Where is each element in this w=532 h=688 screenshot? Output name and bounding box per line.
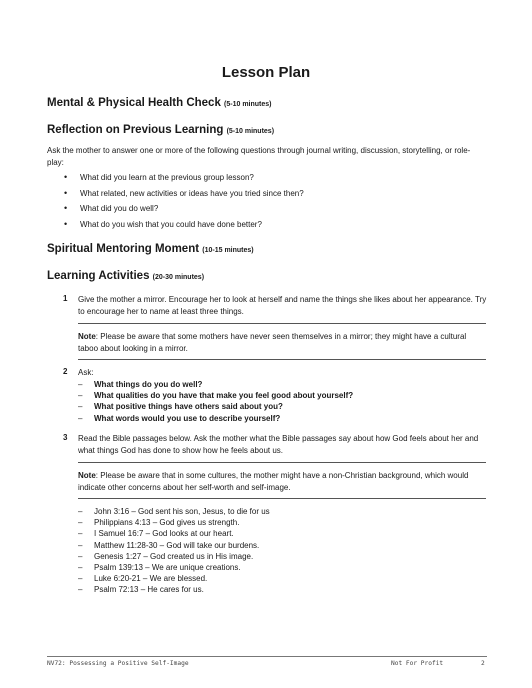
activity-1-text: Give the mother a mirror. Encourage her to look at herself and name the things she likes about her appearance. Try to encourage her to name at least three things. bbox=[78, 295, 487, 316]
list-item: – I Samuel 16:7 – God looks at our heart. bbox=[78, 528, 270, 539]
health-check-duration: (5-10 minutes) bbox=[224, 101, 272, 108]
reflection-duration: (5-10 minutes) bbox=[226, 128, 275, 135]
activities-title: Learning Activities bbox=[47, 270, 150, 282]
health-check-heading bbox=[47, 97, 272, 109]
activity-number: 1 bbox=[63, 294, 68, 303]
list-item: • What do you wish that you could have done better? bbox=[64, 219, 304, 235]
page-title: Lesson Plan bbox=[221, 64, 311, 81]
reflection-intro: Ask the mother to answer one or more of the following questions through journal writing, discussion, storytelling, or role-play: bbox=[47, 146, 471, 167]
activity-1-note bbox=[78, 331, 488, 354]
reflection-heading bbox=[47, 124, 274, 136]
activity-3-text: Read the Bible passages below. Ask the mother what the Bible passages say about how God feels about her and what things God has done to show how he feels about us. bbox=[78, 434, 479, 455]
activities-heading bbox=[47, 270, 204, 282]
note-divider bbox=[78, 323, 486, 324]
list-item: • What related, new activities or ideas have you tried since then? bbox=[64, 188, 304, 204]
footer-divider bbox=[47, 656, 487, 657]
footer-page-number: 2 bbox=[481, 660, 485, 667]
health-check-title: Mental & Physical Health Check bbox=[47, 97, 221, 109]
list-item: – Psalm 139:13 – We are unique creations. bbox=[78, 562, 270, 573]
list-item: – Luke 6:20-21 – We are blessed. bbox=[78, 573, 270, 584]
reflection-title: Reflection on Previous Learning bbox=[47, 124, 224, 136]
note-text: : Please be aware that some mothers have never seen themselves in a mirror; they might have a cultural taboo about looking in a mirror. bbox=[78, 332, 467, 353]
list-item: – John 3:16 – God sent his son, Jesus, to die for us bbox=[78, 506, 270, 517]
spiritual-title: Spiritual Mentoring Moment bbox=[47, 243, 200, 255]
activities-duration: (20-30 minutes) bbox=[152, 274, 205, 281]
list-item: – Psalm 72:13 – He cares for us. bbox=[78, 584, 270, 595]
list-item: • What did you learn at the previous group lesson? bbox=[64, 172, 304, 188]
footer-not-for-profit: Not For Profit bbox=[391, 660, 444, 667]
note-text: : Please be aware that in some cultures, the mother might have a non-Christian background, which would indicate other concerns about her self-worth and self-image. bbox=[78, 471, 469, 492]
activity-3-note bbox=[78, 470, 488, 493]
bible-passage-list bbox=[78, 506, 270, 596]
list-item: – What words would you use to describe yourself? bbox=[78, 413, 353, 424]
list-item: – Genesis 1:27 – God created us in His image. bbox=[78, 551, 270, 562]
list-item: – What things do you do well? bbox=[78, 379, 353, 390]
note-divider bbox=[78, 462, 486, 463]
question-list bbox=[78, 379, 353, 424]
activity-number: 3 bbox=[63, 433, 68, 442]
note-divider bbox=[78, 359, 486, 360]
list-item: – What qualities do you have that make you feel good about yourself? bbox=[78, 390, 353, 401]
footer-document-title: NV72: Possessing a Positive Self-Image bbox=[47, 660, 189, 667]
list-item: – What positive things have others said about you? bbox=[78, 401, 353, 412]
list-item: – Philippians 4:13 – God gives us strength. bbox=[78, 517, 270, 528]
activity-number: 2 bbox=[63, 367, 68, 376]
note-divider bbox=[78, 498, 486, 499]
reflection-bullet-list bbox=[64, 172, 304, 234]
spiritual-duration: (10-15 minutes) bbox=[202, 247, 254, 254]
list-item: • What did you do well? bbox=[64, 203, 304, 219]
spiritual-heading bbox=[47, 243, 254, 255]
activity-2-text: Ask: bbox=[78, 368, 94, 377]
note-label: Note bbox=[78, 471, 96, 480]
note-label: Note bbox=[78, 332, 96, 341]
list-item: – Matthew 11:28-30 – God will take our burdens. bbox=[78, 540, 270, 551]
